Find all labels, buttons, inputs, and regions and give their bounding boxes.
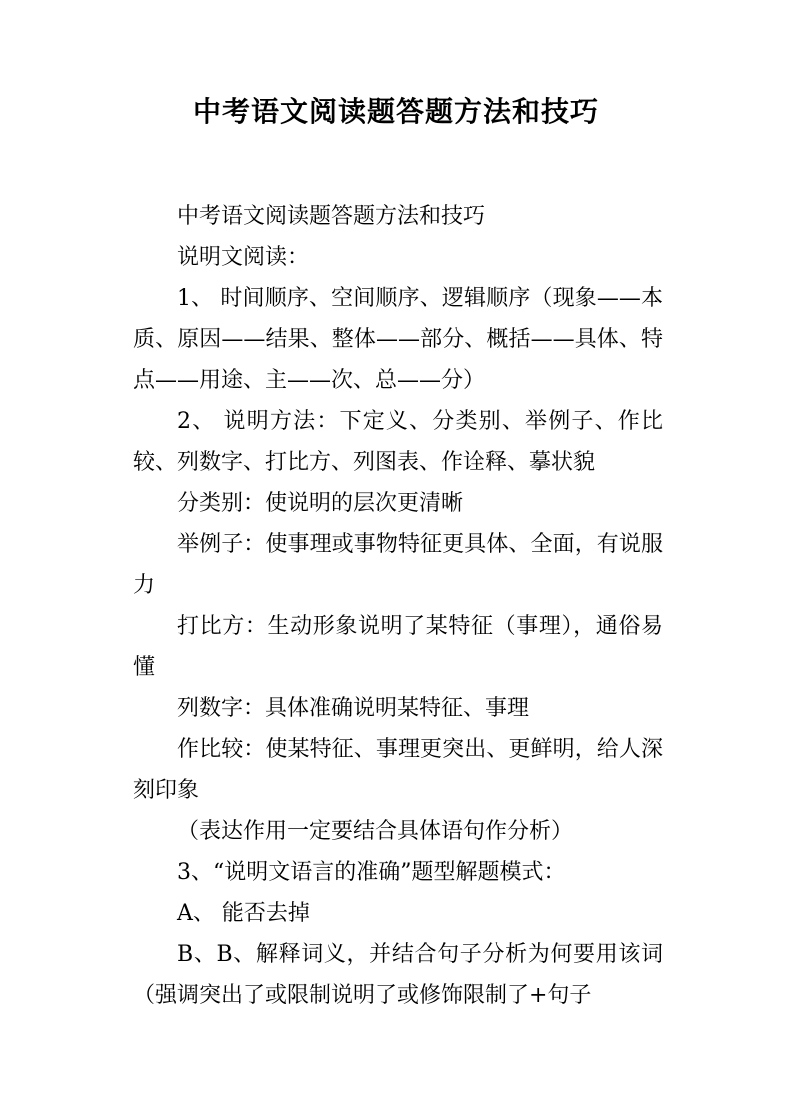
paragraph-option-a: A、 能否去掉 [177, 901, 310, 926]
paragraph-section-label: 说明文阅读： [177, 245, 310, 270]
paragraph-heading: 中考语文阅读题答题方法和技巧 [177, 204, 486, 229]
paragraph-option-b: B、B、解释词义，并结合句子分析为何要用该词（强调突出了或限制说明了或修饰限制了+句子 [133, 942, 663, 1008]
paragraph-question-type: 3、“说明文语言的准确”题型解题模式： [177, 860, 566, 885]
paragraph-examples: 举例子：使事理或事物特征更具体、全面，有说服力 [133, 532, 663, 598]
paragraph-note: （表达作用一定要结合具体语句作分析） [177, 819, 574, 844]
document-body [133, 196, 663, 1016]
document-title: 中考语文阅读题答题方法和技巧 [192, 95, 599, 128]
paragraph-analogy: 打比方：生动形象说明了某特征（事理），通俗易懂 [133, 614, 663, 680]
paragraph-numbers: 列数字：具体准确说明某特征、事理 [177, 696, 530, 721]
paragraph-order-types: 1、 时间顺序、空间顺序、逻辑顺序（现象——本质、原因——结果、整体——部分、概括——具体、特点——用途、主——次、总——分） [133, 286, 663, 393]
paragraph-classification: 分类别：使说明的层次更清晰 [177, 491, 464, 516]
paragraph-methods: 2、 说明方法：下定义、分类别、举例子、作比较、列数字、打比方、列图表、作诠释、摹状貌 [133, 409, 663, 475]
paragraph-comparison: 作比较：使某特征、事理更突出、更鲜明，给人深刻印象 [133, 737, 663, 803]
